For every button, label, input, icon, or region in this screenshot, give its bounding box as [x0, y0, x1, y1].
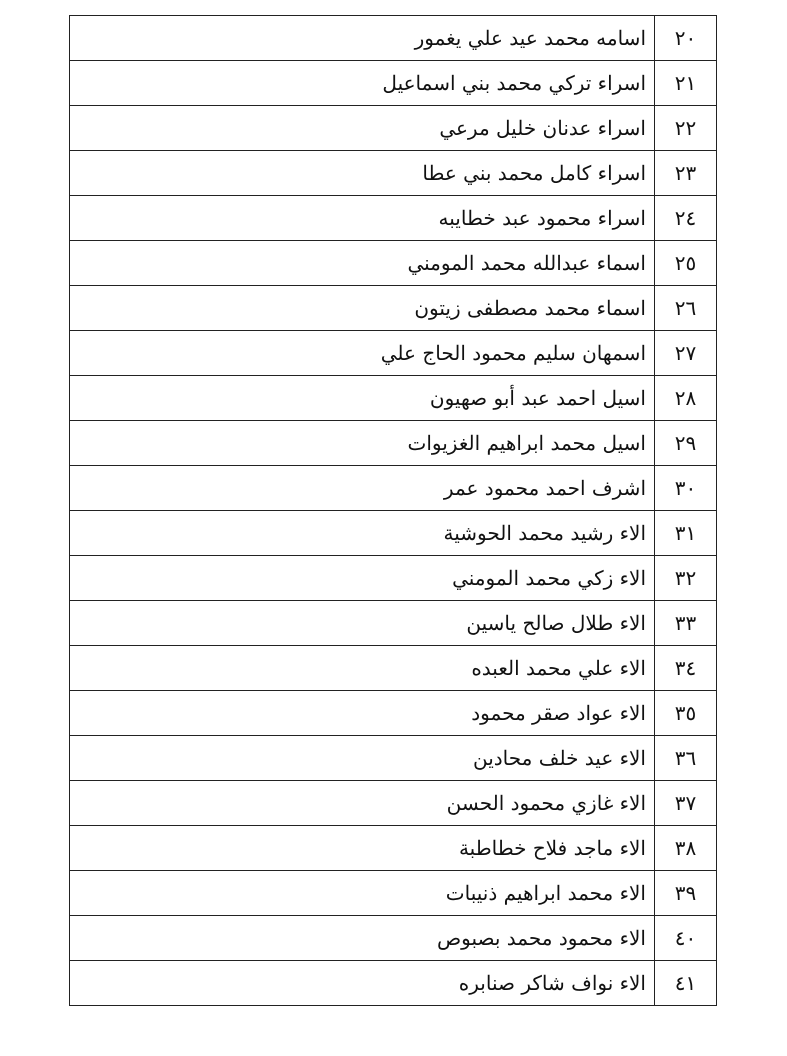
student-name: الاء عواد صقر محمود: [70, 691, 655, 736]
row-number: ٢٠: [655, 16, 717, 61]
row-number: ٣٧: [655, 781, 717, 826]
student-name: اسمهان سليم محمود الحاج علي: [70, 331, 655, 376]
table-row: [70, 286, 717, 331]
table-row: [70, 61, 717, 106]
table-row: [70, 826, 717, 871]
student-name: اسراء عدنان خليل مرعي: [70, 106, 655, 151]
row-number: ٢٧: [655, 331, 717, 376]
student-name: الاء ماجد فلاح خطاطبة: [70, 826, 655, 871]
row-number: ٤٠: [655, 916, 717, 961]
student-name: اسيل محمد ابراهيم الغزيوات: [70, 421, 655, 466]
table-row: [70, 646, 717, 691]
student-name: اسماء عبدالله محمد المومني: [70, 241, 655, 286]
names-table-body: [70, 16, 717, 1006]
row-number: ٢١: [655, 61, 717, 106]
table-row: [70, 331, 717, 376]
row-number: ٢٩: [655, 421, 717, 466]
row-number: ٣٠: [655, 466, 717, 511]
table-row: [70, 466, 717, 511]
names-table: [69, 15, 717, 1006]
table-row: [70, 511, 717, 556]
student-name: الاء زكي محمد المومني: [70, 556, 655, 601]
student-name: الاء غازي محمود الحسن: [70, 781, 655, 826]
table-row: [70, 376, 717, 421]
student-name: الاء نواف شاكر صنابره: [70, 961, 655, 1006]
row-number: ٣٣: [655, 601, 717, 646]
student-name: الاء طلال صالح ياسين: [70, 601, 655, 646]
row-number: ٢٤: [655, 196, 717, 241]
student-name: اسراء كامل محمد بني عطا: [70, 151, 655, 196]
row-number: ٣٨: [655, 826, 717, 871]
row-number: ٣٩: [655, 871, 717, 916]
table-row: [70, 781, 717, 826]
table-row: [70, 106, 717, 151]
table-row: [70, 601, 717, 646]
table-row: [70, 151, 717, 196]
student-name: الاء علي محمد العبده: [70, 646, 655, 691]
student-name: الاء محمود محمد بصبوص: [70, 916, 655, 961]
row-number: ٣٢: [655, 556, 717, 601]
student-name: اسراء تركي محمد بني اسماعيل: [70, 61, 655, 106]
row-number: ٢٥: [655, 241, 717, 286]
student-name: اسامه محمد عيد علي يغمور: [70, 16, 655, 61]
table-row: [70, 421, 717, 466]
row-number: ٣٤: [655, 646, 717, 691]
table-row: [70, 916, 717, 961]
student-name: الاء محمد ابراهيم ذنيبات: [70, 871, 655, 916]
table-row: [70, 736, 717, 781]
table-row: [70, 241, 717, 286]
row-number: ٢٨: [655, 376, 717, 421]
student-name: اسراء محمود عبد خطايبه: [70, 196, 655, 241]
table-row: [70, 16, 717, 61]
table-row: [70, 196, 717, 241]
table-row: [70, 961, 717, 1006]
student-name: الاء رشيد محمد الحوشية: [70, 511, 655, 556]
row-number: ٣١: [655, 511, 717, 556]
row-number: ٤١: [655, 961, 717, 1006]
row-number: ٣٥: [655, 691, 717, 736]
student-name: الاء عيد خلف محادين: [70, 736, 655, 781]
student-name: اسماء محمد مصطفى زيتون: [70, 286, 655, 331]
student-name: اشرف احمد محمود عمر: [70, 466, 655, 511]
row-number: ٢٣: [655, 151, 717, 196]
student-name: اسيل احمد عبد أبو صهيون: [70, 376, 655, 421]
table-row: [70, 556, 717, 601]
table-row: [70, 691, 717, 736]
row-number: ٢٦: [655, 286, 717, 331]
row-number: ٢٢: [655, 106, 717, 151]
row-number: ٣٦: [655, 736, 717, 781]
table-row: [70, 871, 717, 916]
